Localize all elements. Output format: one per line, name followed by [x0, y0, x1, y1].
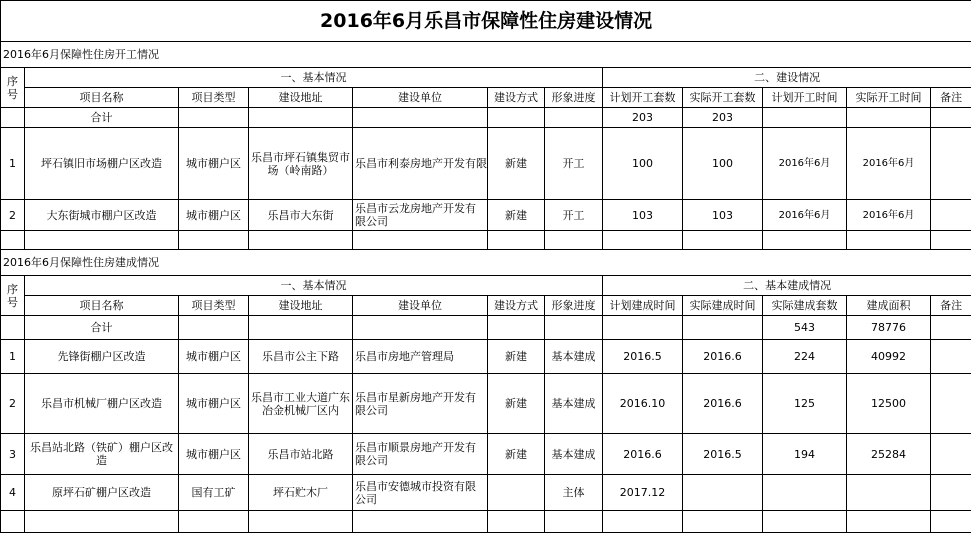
- table-row: [1, 374, 971, 434]
- cell-note: [931, 200, 971, 231]
- cell-no: 4: [1, 475, 25, 511]
- cell-type: 城市棚户区: [179, 200, 249, 231]
- s1-header-type: 项目类型: [179, 88, 249, 108]
- cell-mode: [488, 475, 545, 511]
- cell-actual-time: [683, 475, 763, 511]
- cell-name: 坪石镇旧市场棚户区改造: [25, 128, 179, 200]
- cell-type: 城市棚户区: [179, 128, 249, 200]
- cell-area: [847, 475, 931, 511]
- s1-header-actual-time: 实际开工时间: [847, 88, 931, 108]
- cell-actual: 103: [683, 200, 763, 231]
- cell-name: 先锋街棚户区改造: [25, 340, 179, 374]
- cell-name: 原坪石矿棚户区改造: [25, 475, 179, 511]
- s1-header-actual: 实际开工套数: [683, 88, 763, 108]
- cell-progress: 基本建成: [545, 374, 603, 434]
- cell-address: 乐昌市公主下路: [249, 340, 353, 374]
- s1-header-name: 项目名称: [25, 88, 179, 108]
- cell-plan: 103: [603, 200, 683, 231]
- cell-mode: 新建: [488, 128, 545, 200]
- s1-total-label: 合计: [25, 108, 179, 128]
- section1-title: 2016年6月保障性住房开工情况: [1, 42, 971, 68]
- s2-header-progress: 形象进度: [545, 296, 603, 316]
- cell-address: 坪石贮木厂: [249, 475, 353, 511]
- cell-plan: 100: [603, 128, 683, 200]
- page-title: 2016年6月乐昌市保障性住房建设情况: [1, 1, 971, 42]
- cell-type: 国有工矿: [179, 475, 249, 511]
- cell-mode: 新建: [488, 200, 545, 231]
- cell-no: 1: [1, 128, 25, 200]
- cell-plan-time: 2016年6月: [763, 128, 847, 200]
- s2-group-basic: 一、基本情况: [25, 276, 603, 296]
- cell-progress: 基本建成: [545, 340, 603, 374]
- s2-header-actual-time: 实际建成时间: [683, 296, 763, 316]
- cell-units: [763, 475, 847, 511]
- s2-header-name: 项目名称: [25, 296, 179, 316]
- table-row: [1, 340, 971, 374]
- table-row: [1, 108, 971, 128]
- cell-name: 大东街城市棚户区改造: [25, 200, 179, 231]
- cell-address: 乐昌市坪石镇集贸市场（岭南路）: [249, 128, 353, 200]
- s2-total-label: 合计: [25, 316, 179, 340]
- s2-header-mode: 建设方式: [488, 296, 545, 316]
- s2-header-address: 建设地址: [249, 296, 353, 316]
- s1-header-unit: 建设单位: [353, 88, 488, 108]
- cell-note: [931, 434, 971, 475]
- cell-address: 乐昌市工业大道广东冶金机械厂区内: [249, 374, 353, 434]
- s2-total-area: 78776: [847, 316, 931, 340]
- table-row: [1, 434, 971, 475]
- cell-mode: 新建: [488, 340, 545, 374]
- cell-unit: 乐昌市星新房地产开发有限公司: [353, 374, 488, 434]
- cell-no: 1: [1, 340, 25, 374]
- table-row: [1, 231, 971, 250]
- section2-title: 2016年6月保障性住房建成情况: [1, 250, 971, 276]
- s2-header-area: 建成面积: [847, 296, 931, 316]
- cell-progress: 开工: [545, 128, 603, 200]
- cell-mode: 新建: [488, 374, 545, 434]
- s2-group-progress: 二、基本建成情况: [603, 276, 971, 296]
- s2-total-units: 543: [763, 316, 847, 340]
- table-row: [1, 200, 971, 231]
- s1-header-plan-time: 计划开工时间: [763, 88, 847, 108]
- s2-header-note: 备注: [931, 296, 971, 316]
- cell-no: 2: [1, 374, 25, 434]
- s2-header-unit: 建设单位: [353, 296, 488, 316]
- s1-group-basic: 一、基本情况: [25, 68, 603, 88]
- cell-progress: 主体: [545, 475, 603, 511]
- cell-note: [931, 475, 971, 511]
- cell-units: 224: [763, 340, 847, 374]
- s2-header-plan-time: 计划建成时间: [603, 296, 683, 316]
- cell-type: 城市棚户区: [179, 374, 249, 434]
- s1-group-progress: 二、建设情况: [603, 68, 971, 88]
- cell-address: 乐昌市站北路: [249, 434, 353, 475]
- cell-plan-time: 2016.10: [603, 374, 683, 434]
- s2-header-no: 序号: [1, 276, 25, 316]
- cell-units: 125: [763, 374, 847, 434]
- cell-area: 40992: [847, 340, 931, 374]
- s2-header-units: 实际建成套数: [763, 296, 847, 316]
- cell-plan-time: 2017.12: [603, 475, 683, 511]
- cell-units: 194: [763, 434, 847, 475]
- cell-name: 乐昌站北路（铁矿）棚户区改造: [25, 434, 179, 475]
- s1-header-plan: 计划开工套数: [603, 88, 683, 108]
- cell-unit: 乐昌市顺景房地产开发有限公司: [353, 434, 488, 475]
- cell-unit: 乐昌市利泰房地产开发有限: [353, 128, 488, 200]
- cell-unit: 乐昌市安德城市投资有限公司: [353, 475, 488, 511]
- s1-header-progress: 形象进度: [545, 88, 603, 108]
- cell-note: [931, 374, 971, 434]
- cell-unit: 乐昌市云龙房地产开发有限公司: [353, 200, 488, 231]
- table-row: [1, 128, 971, 200]
- cell-no: 2: [1, 200, 25, 231]
- s1-header-mode: 建设方式: [488, 88, 545, 108]
- s1-total-plan: 203: [603, 108, 683, 128]
- cell-area: 25284: [847, 434, 931, 475]
- cell-name: 乐昌市机械厂棚户区改造: [25, 374, 179, 434]
- s1-header-no: 序号: [1, 68, 25, 108]
- cell-no: 3: [1, 434, 25, 475]
- s2-header-type: 项目类型: [179, 296, 249, 316]
- cell-mode: 新建: [488, 434, 545, 475]
- cell-note: [931, 128, 971, 200]
- cell-note: [931, 340, 971, 374]
- cell-type: 城市棚户区: [179, 340, 249, 374]
- cell-actual-time: 2016.6: [683, 340, 763, 374]
- table-row: [1, 475, 971, 511]
- cell-type: 城市棚户区: [179, 434, 249, 475]
- table-row: [1, 316, 971, 340]
- cell-plan-time: 2016年6月: [763, 200, 847, 231]
- cell-progress: 基本建成: [545, 434, 603, 475]
- cell-actual-time: 2016年6月: [847, 200, 931, 231]
- s1-total-actual: 203: [683, 108, 763, 128]
- cell-plan-time: 2016.6: [603, 434, 683, 475]
- cell-area: 12500: [847, 374, 931, 434]
- cell-actual-time: 2016年6月: [847, 128, 931, 200]
- cell-actual: 100: [683, 128, 763, 200]
- cell-plan-time: 2016.5: [603, 340, 683, 374]
- cell-actual-time: 2016.6: [683, 374, 763, 434]
- cell-actual-time: 2016.5: [683, 434, 763, 475]
- cell-progress: 开工: [545, 200, 603, 231]
- s1-header-note: 备注: [931, 88, 971, 108]
- cell-unit: 乐昌市房地产管理局: [353, 340, 488, 374]
- table-row: [1, 511, 971, 533]
- s1-header-address: 建设地址: [249, 88, 353, 108]
- cell-address: 乐昌市大东街: [249, 200, 353, 231]
